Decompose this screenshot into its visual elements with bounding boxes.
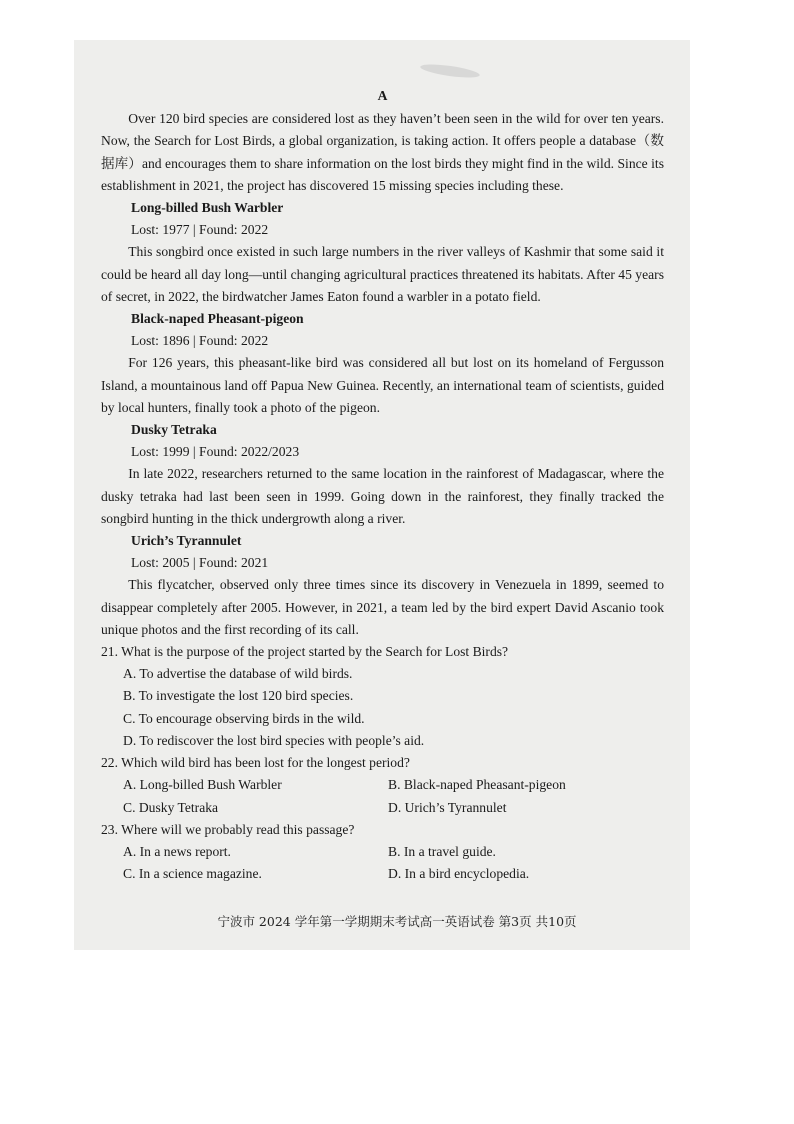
bird-lost-found: Lost: 2005 | Found: 2021 — [131, 555, 269, 571]
question-21-option-a: A. To advertise the database of wild birds. — [123, 666, 353, 682]
bird-description: This flycatcher, observed only three times since its discovery in Venezuela in 1899, seemed to disappear completely after 2005. However, in 2021, a team led by the bird expert David Ascanio took unique photos and the first recording of its call. — [101, 577, 664, 637]
question-21-option-b: B. To investigate the lost 120 bird species. — [123, 688, 354, 704]
question-22-option-d: D. Urich’s Tyrannulet — [388, 799, 507, 815]
bird-name: Black-naped Pheasant-pigeon — [131, 311, 304, 327]
passage-content — [101, 85, 664, 885]
question-21-option-c: C. To encourage observing birds in the wild. — [123, 710, 365, 726]
bird-description: This songbird once existed in such large numbers in the river valleys of Kashmir that some said it could be heard all day long—until changing agricultural practices threatened its habitats. After 45 years of secret, in 2022, the birdwatcher James Eaton found a warbler in a potato field. — [101, 244, 664, 304]
question-22-options-row-2 — [101, 797, 664, 819]
question-22: 22. Which wild bird has been lost for the longest period? — [101, 755, 410, 771]
bird-description: In late 2022, researchers returned to the same location in the rainforest of Madagascar, where the dusky tetraka had last been seen in 1999. Going down in the rainforest, they finally tracked the songbird hunting in the thick undergrowth along a river. — [101, 466, 664, 526]
section-letter: A — [377, 88, 388, 103]
question-21: 21. What is the purpose of the project started by the Search for Lost Birds? — [101, 644, 509, 660]
page-footer: 宁波市 2024 学年第一学期期末考试高一英语试卷 第3页 共10页 — [217, 914, 577, 929]
question-23-option-d: D. In a bird encyclopedia. — [388, 866, 530, 882]
bird-lost-found: Lost: 1977 | Found: 2022 — [131, 222, 269, 238]
question-23-options-row-1 — [101, 841, 664, 863]
question-23-options-row-2 — [101, 863, 664, 885]
question-22-option-b: B. Black-naped Pheasant-pigeon — [388, 777, 566, 793]
question-21-option-d: D. To rediscover the lost bird species with people’s aid. — [123, 732, 425, 748]
bird-name: Dusky Tetraka — [131, 422, 217, 438]
intro-paragraph: Over 120 bird species are considered lost as they haven’t been seen in the wild for over ten years. Now, the Search for Lost Birds, a global organization, is taking action. It offers people a database（数据库）and encourages them to share information on the lost birds they might find in the wild. Since its establishment in 2021, the project has discovered 15 missing species including these. — [101, 111, 664, 193]
question-23-option-b: B. In a travel guide. — [388, 843, 496, 859]
question-23: 23. Where will we probably read this passage? — [101, 821, 355, 837]
question-23-option-a: A. In a news report. — [123, 843, 231, 859]
bird-name: Urich’s Tyrannulet — [131, 533, 242, 549]
bird-lost-found: Lost: 1999 | Found: 2022/2023 — [131, 444, 300, 460]
question-22-option-a: A. Long-billed Bush Warbler — [123, 777, 282, 793]
question-23-option-c: C. In a science magazine. — [123, 866, 262, 882]
question-22-options-row-1 — [101, 774, 664, 796]
question-22-option-c: C. Dusky Tetraka — [123, 799, 219, 815]
bird-name: Long-billed Bush Warbler — [131, 200, 284, 216]
bird-lost-found: Lost: 1896 | Found: 2022 — [131, 333, 269, 349]
bird-description: For 126 years, this pheasant-like bird was considered all but lost on its homeland of Fergusson Island, a mountainous land off Papua New Guinea. Recently, an international team of scientists, guided by local hunters, finally took a photo of the pigeon. — [101, 355, 664, 415]
